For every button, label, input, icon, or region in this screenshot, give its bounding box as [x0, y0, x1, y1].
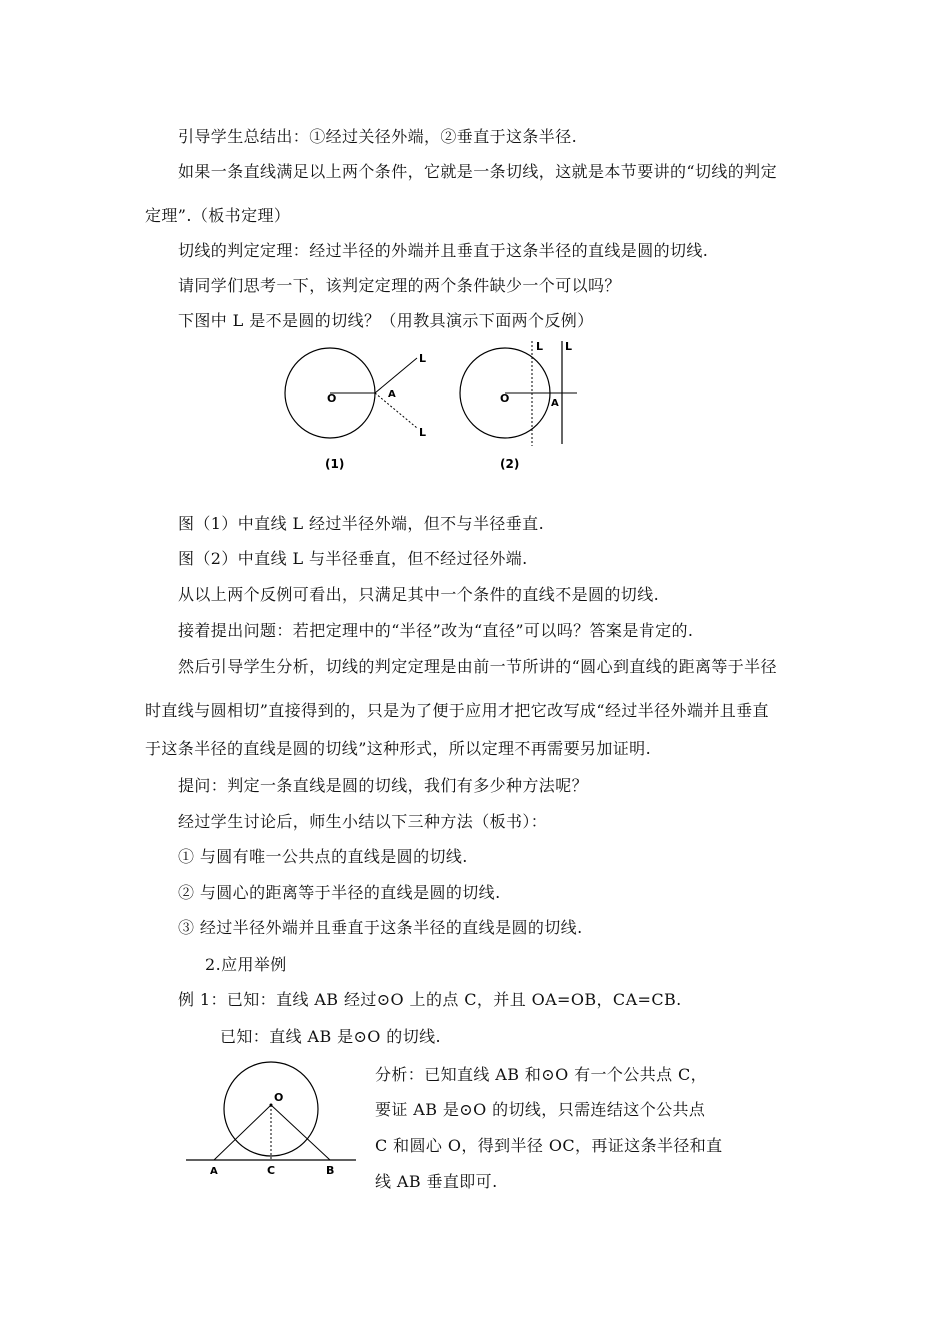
fig2-caption: (2) — [500, 457, 520, 471]
text-line-9: 从以上两个反例可看出，只满足其中一个条件的直线不是圆的切线. — [178, 585, 660, 604]
fig3-label-b: B — [326, 1164, 335, 1177]
fig2-line-label-left: L — [536, 340, 544, 353]
example-1-given: 例 1：已知：直线 AB 经过⊙O 上的点 C，并且 OA=OB，CA=CB. — [178, 990, 682, 1009]
text-line-7: 图（1）中直线 L 经过半径外端，但不与半径垂直. — [178, 514, 545, 533]
text-line-4: 切线的判定定理：经过半径的外端并且垂直于这条半径的直线是圆的切线. — [178, 241, 709, 260]
section-heading: 2.应用举例 — [205, 955, 287, 974]
text-line-12: 时直线与圆相切”直接得到的，只是为了便于应用才把它改写成“经过半径外端并且垂直 — [145, 701, 769, 720]
fig2-center-label: O — [500, 392, 510, 405]
fig1-caption: (1) — [325, 457, 345, 471]
fig2-point-label: A — [551, 398, 559, 409]
text-line-2: 如果一条直线满足以上两个条件，它就是一条切线，这就是本节要讲的“切线的判定 — [178, 162, 777, 181]
text-line-15: 经过学生讨论后，师生小结以下三种方法（板书）： — [178, 812, 548, 831]
fig2-line-label-right: L — [565, 340, 573, 353]
analysis-line-3: C 和圆心 O，得到半径 OC，再证这条半径和直 — [375, 1136, 723, 1155]
fig3-label-a: A — [210, 1166, 218, 1177]
fig1-point-label: A — [388, 389, 396, 400]
text-line-3: 定理”.（板书定理） — [145, 206, 291, 225]
method-item-1: ① 与圆有唯一公共点的直线是圆的切线. — [178, 847, 468, 866]
text-line-10: 接着提出问题：若把定理中的“半径”改为“直径”可以吗？答案是肯定的. — [178, 621, 694, 640]
text-line-6: 下图中 L 是不是圆的切线？（用教具演示下面两个反例） — [178, 311, 594, 330]
method-item-2: ② 与圆心的距离等于半径的直线是圆的切线. — [178, 883, 501, 902]
text-line-1: 引导学生总结出：①经过关径外端，②垂直于这条半径. — [178, 127, 578, 146]
counterexample-figures — [275, 336, 605, 476]
analysis-line-1: 分析：已知直线 AB 和⊙O 有一个公共点 C， — [375, 1065, 708, 1084]
text-line-13: 于这条半径的直线是圆的切线”这种形式，所以定理不再需要另加证明. — [145, 739, 652, 758]
text-line-8: 图（2）中直线 L 与半径垂直，但不经过径外端. — [178, 549, 528, 568]
fig1-line-label-top: L — [419, 352, 427, 365]
example-figure — [182, 1055, 362, 1185]
figure-2 — [460, 340, 577, 471]
fig1-center-label: O — [327, 392, 337, 405]
fig3-center-label: O — [274, 1091, 284, 1104]
fig1-line-label-bottom: L — [419, 426, 427, 439]
text-line-14: 提问：判定一条直线是圆的切线，我们有多少种方法呢？ — [178, 776, 589, 795]
text-line-11: 然后引导学生分析，切线的判定定理是由前一节所讲的“圆心到直线的距离等于半径 — [178, 657, 777, 676]
text-line-5: 请同学们思考一下，该判定定理的两个条件缺少一个可以吗？ — [178, 276, 621, 295]
analysis-line-4: 线 AB 垂直即可. — [375, 1172, 498, 1191]
method-item-3: ③ 经过半径外端并且垂直于这条半径的直线是圆的切线. — [178, 918, 583, 937]
figure-1 — [285, 348, 426, 471]
fig3-label-c: C — [267, 1164, 276, 1177]
analysis-line-2: 要证 AB 是⊙O 的切线，只需连结这个公共点 — [375, 1100, 706, 1119]
example-1-prove: 已知：直线 AB 是⊙O 的切线. — [220, 1027, 441, 1046]
